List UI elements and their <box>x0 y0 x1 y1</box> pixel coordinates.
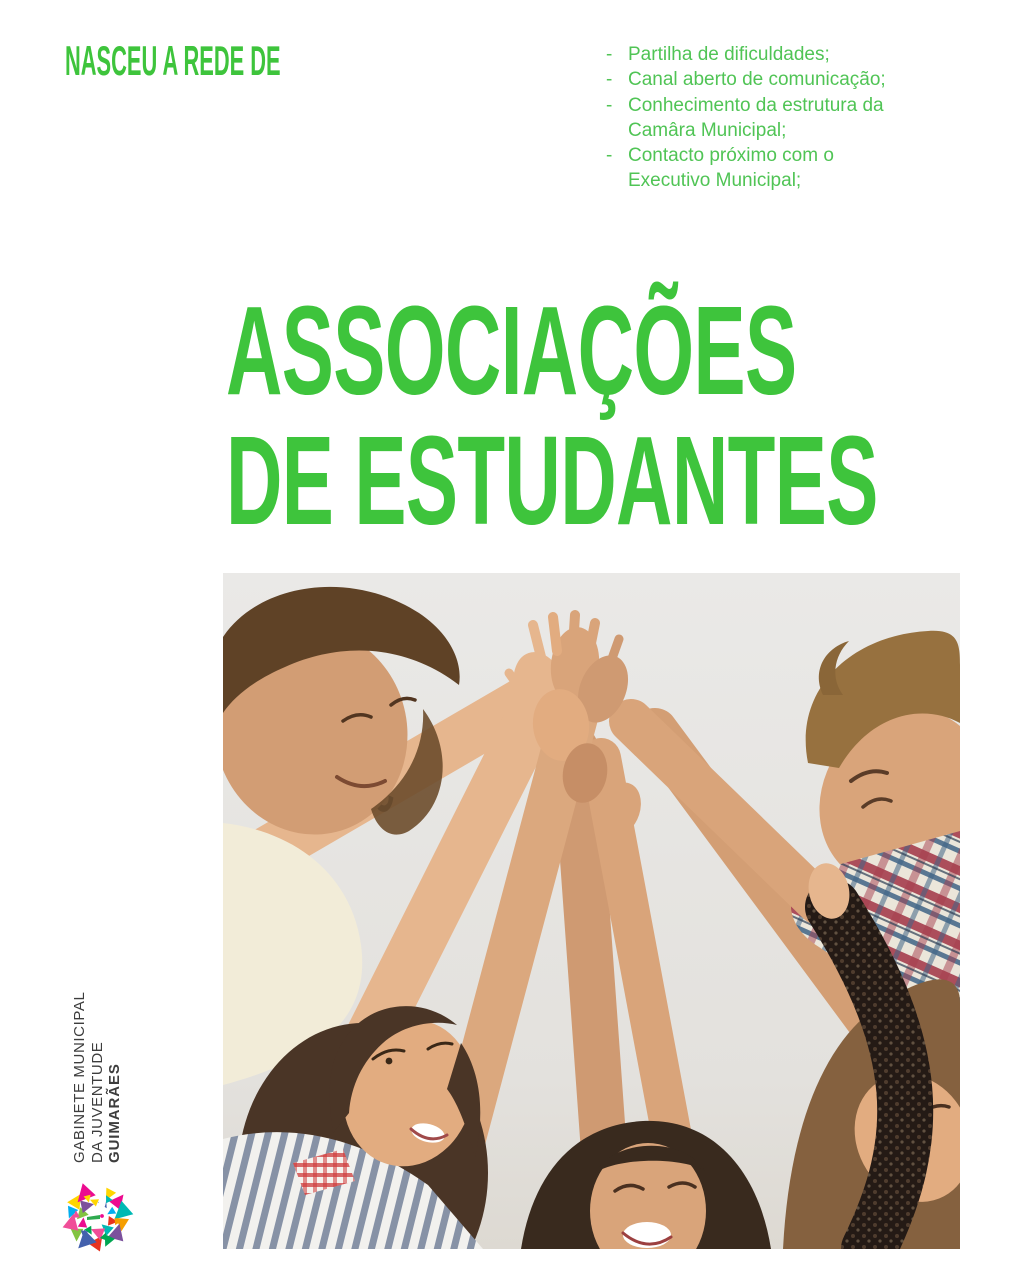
bullet-dash: - <box>606 69 613 91</box>
guimaraes-logo-icon <box>57 1177 137 1257</box>
page-title <box>226 280 878 551</box>
benefit-item <box>606 67 918 92</box>
bullet-dash: - <box>606 145 613 167</box>
org-line-1: GABINETE MUNICIPAL <box>71 991 88 1163</box>
benefit-item <box>606 93 918 144</box>
benefit-item <box>606 42 918 67</box>
benefit-text: Contacto próximo com o Executivo Municipal; <box>628 145 834 192</box>
org-name <box>71 992 124 1163</box>
bullet-dash: - <box>606 44 613 65</box>
benefits-list <box>606 42 918 194</box>
guimaraes-logo <box>57 1177 137 1257</box>
benefit-text: Conhecimento da estrutura da Camâra Municipal; <box>628 94 884 141</box>
benefit-text: Canal aberto de comunicação; <box>628 69 886 91</box>
benefit-text: Partilha de dificuldades; <box>628 44 830 65</box>
benefit-item <box>606 143 918 194</box>
org-line-3: GUIMARÃES <box>106 1063 123 1163</box>
kicker-text: NASCEU A REDE DE <box>65 37 281 84</box>
group-photo-illustration <box>223 573 960 1249</box>
title-line-2: DE ESTUDANTES <box>226 410 878 551</box>
org-line-2: DA JUVENTUDE <box>88 1041 106 1163</box>
bullet-dash: - <box>606 94 613 116</box>
group-photo <box>223 573 960 1249</box>
title-line-1: ASSOCIAÇÕES <box>226 280 797 421</box>
